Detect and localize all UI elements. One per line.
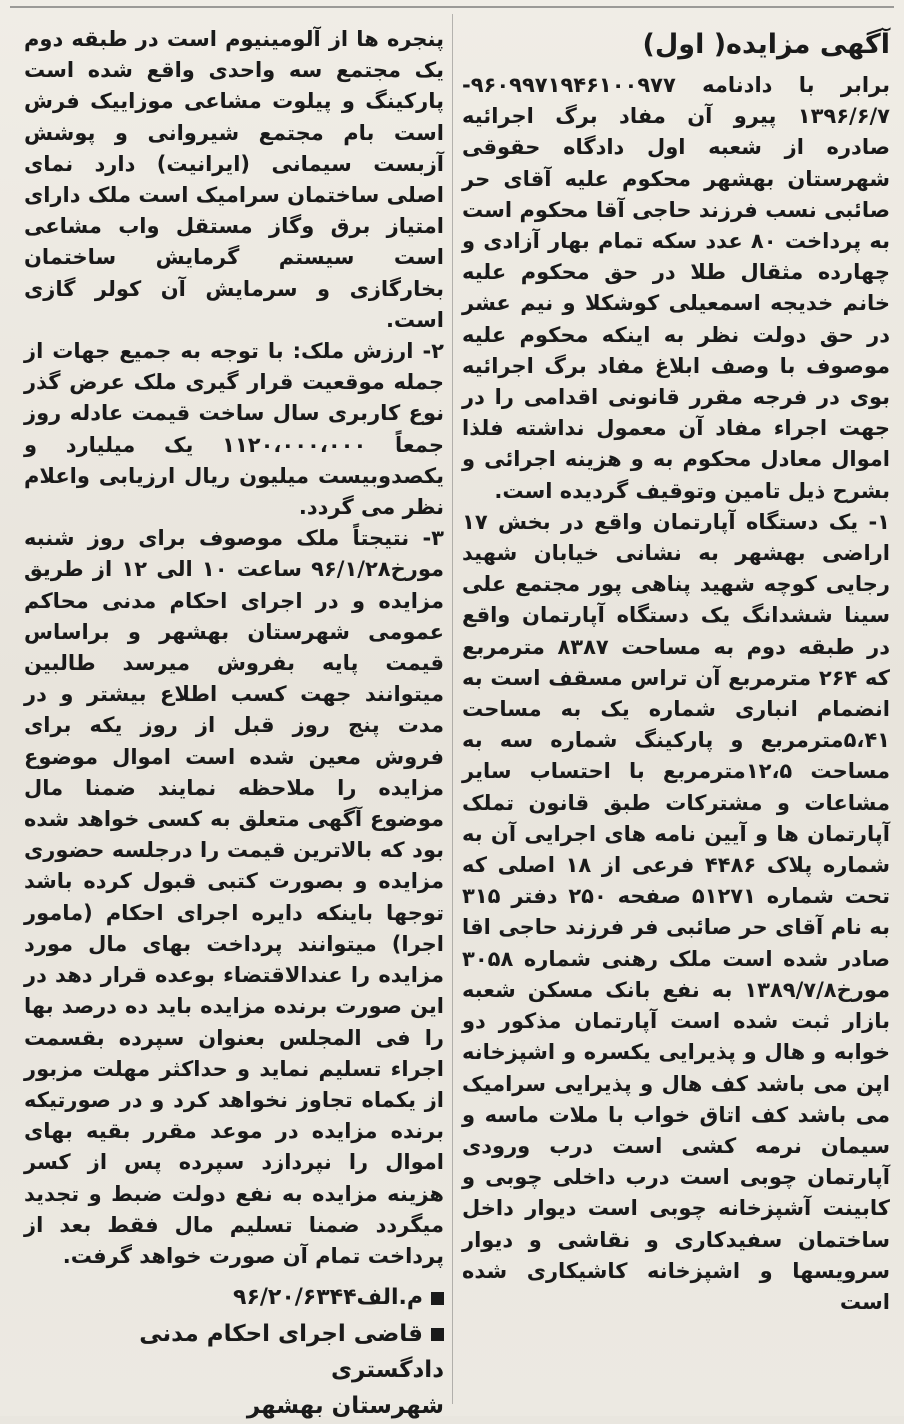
right-column (462, 24, 890, 1318)
property-value-paragraph: ۲- ارزش ملک: با توجه به جمیع جهات از جمله موقعیت قرار گیری ملک عرض گذر نوع کاربری سال ساخت قیمت عادله روز جمعاً ۱۱۲۰،۰۰۰،۰۰۰ یک میلیارد و یکصدوبیست میلیون ریال ارزیابی واعلام نظر می گردد. (24, 339, 444, 520)
top-rule (10, 6, 894, 8)
auction-terms-paragraph: ۳- نتیجتاً ملک موصوف برای روز شنبه مورخ۹۶/۱/۲۸ ساعت ۱۰ الی ۱۲ از طریق مزایده و در اجرای احکام مدنی محاکم عمومی شهرستان بهشهر و براساس قیمت پایه بفروش میرسد طالبین میتوانند جهت کسب اطلاع بیشتر و در مدت پنج روز قبل از روز یکه برای فروش معین شده است اموال موضوع مزایده را ملاحظه نمایند ضمنا مال موضوع آگهی متعلق به کسی خواهد شده بود که بالاترین قیمت را درجلسه حضوری مزایده و بصورت کتبی قبول کرده باشد توجها باینکه دایره اجرای احکام (مامور اجرا) میتوانند پرداخت بهای مال مورد مزایده را عندالاقتضاء بوعده قرار دهد در این صورت برنده مزایده باید ده درصد بها را فی المجلس بعنوان سپرده بقسمت اجراء تسلیم نماید و حداکثر مهلت مزبور از یکماه تجاوز نخواهد کرد و در صورتیکه برنده مزایده در موعد مقرر بقیه بهای اموال را نپردازد سپرده پس از کسر هزینه مزایده به نفع دولت ضبط و تجدید میگردد ضمنا تسلیم مال فقط بعد از پرداخت تمام آن صورت خواهد گرفت. (24, 526, 444, 1268)
signature-city: شهرستان بهشهر (246, 1393, 444, 1420)
reference-code: م.الف۹۶/۲۰/۶۳۴۴ (24, 1280, 444, 1316)
notice-title: آگهی مزایده( اول) (642, 29, 890, 60)
bullet-square-icon (431, 1328, 444, 1341)
column-divider (452, 14, 453, 1404)
notice-intro-paragraph: برابر با دادنامه ۹۶۰۹۹۷۱۹۴۶۱۰۰۹۷۷- ۱۳۹۶/۶/۷ پیرو آن مفاد برگ اجرائیه صادره از شعبه اول دادگاه حقوقی شهرستان بهشهر محکوم علیه آقای حر صائبی نسب فرزند حاجی آقا محکوم است به پرداخت ۸۰ عدد سکه تمام بهار آزادی و چهارده مثقال طلا در حق محکوم علیه خانم خدیجه اسمعیلی کوشکلا و نیم عشر در حق دولت نظر به اینکه محکوم علیه موصوف با وصف ابلاغ مفاد برگ اجرائیه بوی در فرجه مقرر قانونی اقدامی را در جهت اجراء مفاد آن معمول نداشته فلذا اموال معادل محکوم به و هزینه اجرائی و بشرح ذیل تامین وتوقیف گردیده است. (462, 73, 890, 503)
bullet-square-icon (431, 1292, 444, 1305)
property-details-paragraph: پنجره ها از آلومینیوم است در طبقه دوم یک مجتمع سه واحدی واقع شده است پارکینگ و پیلوت مشاعی موزاییک فرش است بام مجتمع شیروانی و پوشش آزبست سیمانی (ایرانیت) دارد نمای اصلی ساختمان سرامیک است ملک دارای امتیاز برق وگاز مستقل واب مشاعی است سیستم گرمایش ساختمان بخارگازی و سرمایش آن کولر گازی است. (24, 27, 444, 332)
left-column (24, 24, 444, 1424)
property-description-paragraph: ۱- یک دستگاه آپارتمان واقع در بخش ۱۷ اراضی بهشهر به نشانی خیابان شهید رجایی کوچه شهید پناهی پور مجتمع علی سینا ششدانگ یک دستگاه آپارتمان واقع در طبقه دوم به مساحت ۸۳۸۷ مترمربع که ۲۶۴ مترمربع آن تراس مسقف است به انضمام انباری شماره یک به مساحت ۵،۴۱مترمربع و پارکینگ شماره سه به مساحت ۱۲،۵مترمربع با احتساب سایر مشاعات و مشترکات طبق قانون تملک آپارتمان ها و آیین نامه های اجرایی آن به شماره پلاک ۴۴۸۶ فرعی از ۱۸ اصلی که تحت شماره ۵۱۲۷۱ صفحه ۲۵۰ دفتر ۳۱۵ به نام آقای حر صائبی فر فرزند حاجی اقا صادر شده است ملک رهنی شماره ۳۰۵۸ مورخ۱۳۸۹/۷/۸ به نفع بانک مسکن شعبه بازار ثبت شده است آپارتمان مذکور دو خوابه و هال و پذیرایی یکسره و اشپزخانه اپن می باشد کف هال و پذیرایی سرامیک می باشد کف اتاق خواب با ملات ماسه و سیمان نرمه کشی است درب ورودی آپارتمان چوبی است درب داخلی چوبی و کابینت آشپزخانه چوبی است دیوار داخل ساختمان سفیدکاری و نقاشی و دیوار سرویسها و اشپزخانه کاشیکاری شده است (462, 509, 890, 1314)
signature-title: قاضی اجرای احکام مدنی دادگستری (139, 1321, 444, 1384)
